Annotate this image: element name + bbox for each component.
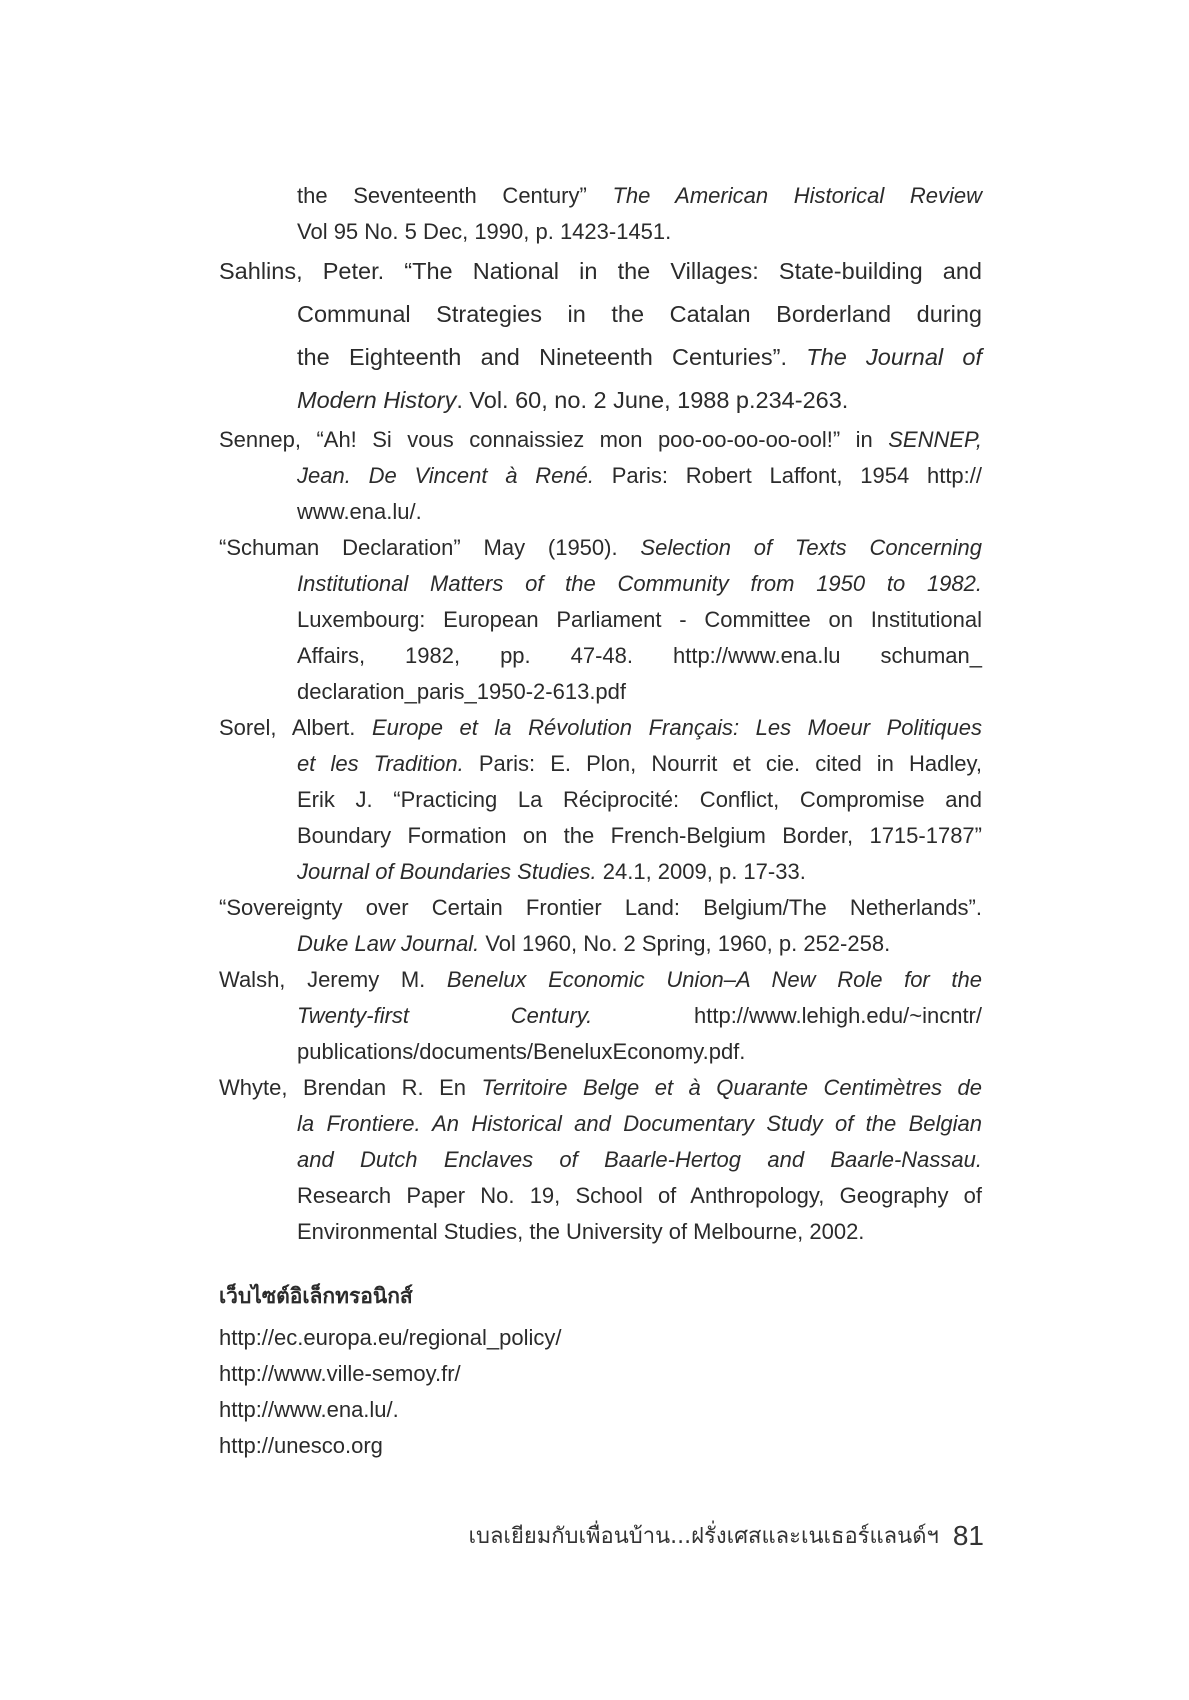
reference-line [219,494,982,530]
italic-title: la Frontiere. An Historical and Documentary Study of the Belgian [297,1111,982,1136]
reference-line [219,998,982,1034]
reference-line [219,746,982,782]
reference-text: Boundary Formation on the French-Belgium Border, 1715-1787” [297,823,982,848]
reference-text: “Sovereignty over Certain Frontier Land: Belgium/The Netherlands”. [219,895,982,920]
reference-line [219,422,982,458]
italic-title: Selection of Texts Concerning [640,535,983,560]
reference-line [219,178,982,214]
reference-line [219,1034,982,1070]
italic-title: The American Historical Review [612,183,982,208]
reference-entry [219,710,982,890]
italic-title: Duke Law Journal. [297,931,480,956]
italic-title: Europe et la Révolution Français: Les Moeur Politiques [371,715,982,740]
reference-line [219,962,982,998]
reference-entry [219,250,982,422]
reference-line [219,854,982,890]
reference-line [219,293,982,336]
page-footer [468,1518,984,1553]
reference-entry [219,178,982,250]
reference-text: Sahlins, Peter. “The National in the Villages: State-building and [219,258,982,284]
reference-line [219,638,982,674]
reference-line [219,1070,982,1106]
italic-title: Territoire Belge et à Quarante Centimètres de [481,1075,983,1100]
reference-line [219,674,982,710]
italic-title: and Dutch Enclaves of Baarle-Hertog and Baarle-Nassau. [297,1147,982,1172]
italic-title: Twenty-first Century. [297,1003,593,1028]
reference-text: Erik J. “Practicing La Réciprocité: Conflict, Compromise and [297,787,982,812]
reference-text: Affairs, 1982, pp. 47-48. http://www.ena.lu schuman_ [297,643,982,668]
reference-line [219,458,982,494]
reference-entry [219,890,982,962]
reference-text: Luxembourg: European Parliament - Committee on Institutional [297,607,982,632]
reference-line [219,1142,982,1178]
italic-title: Modern History [297,387,457,413]
reference-text: Paris: E. Plon, Nourrit et cie. cited in Hadley, [463,751,982,776]
reference-text: Vol 95 No. 5 Dec, 1990, p. 1423-1451. [297,219,672,244]
reference-text: publications/documents/BeneluxEconomy.pdf. [297,1039,746,1064]
italic-title: Journal of Boundaries Studies. [297,859,597,884]
reference-line [219,530,982,566]
reference-entry [219,1070,982,1250]
reference-text: the Eighteenth and Nineteenth Centuries”. [297,344,807,370]
reference-line [219,1214,982,1250]
reference-text: Communal Strategies in the Catalan Borderland during [297,301,982,327]
reference-text: Sennep, “Ah! Si vous connaissiez mon poo-oo-oo-oo-ool!” in [219,427,889,452]
reference-line [219,890,982,926]
reference-text: declaration_paris_1950-2-613.pdf [297,679,627,704]
reference-line [219,379,982,422]
italic-title: Jean. De Vincent à René. [297,463,594,488]
reference-text: Sorel, Albert. [219,715,372,740]
reference-text: Paris: Robert Laffont, 1954 http:// [593,463,982,488]
reference-text: Walsh, Jeremy M. [219,967,447,992]
italic-title: Benelux Economic Union–A New Role for the [446,967,982,992]
running-title: เบลเยียมกับเพื่อนบ้าน...ฝรั่งเศสและเนเธอร์แลนด์ฯ [468,1524,939,1549]
reference-text: . Vol. 60, no. 2 June, 1988 p.234-263. [456,387,849,413]
reference-line [219,710,982,746]
reference-line [219,1178,982,1214]
reference-line [219,336,982,379]
reference-text: the Seventeenth Century” [297,183,613,208]
reference-list [219,178,982,1250]
website-list [219,1320,561,1464]
reference-text: www.ena.lu/. [297,499,422,524]
reference-entry [219,962,982,1070]
page-number: 81 [952,1520,984,1551]
website-link[interactable]: http://www.ena.lu/. [219,1397,399,1422]
italic-title: Institutional Matters of the Community from 1950 to 1982. [297,571,982,596]
reference-entry [219,530,982,710]
reference-line [219,926,982,962]
reference-text: “Schuman Declaration” May (1950). [219,535,641,560]
reference-text: 24.1, 2009, p. 17-33. [596,859,806,884]
websites-heading: เว็บไซต์อิเล็กทรอนิกส์ [219,1284,413,1308]
reference-line [219,566,982,602]
website-link[interactable]: http://www.ville-semoy.fr/ [219,1361,461,1386]
italic-title: The Journal of [806,344,982,370]
reference-line [219,602,982,638]
reference-entry [219,422,982,530]
reference-line [219,782,982,818]
reference-text: http://www.lehigh.edu/~incntr/ [592,1003,982,1028]
reference-text: Research Paper No. 19, School of Anthropology, Geography of [297,1183,982,1208]
italic-title: et les Tradition. [297,751,464,776]
reference-line [219,818,982,854]
reference-text: Whyte, Brendan R. En [219,1075,482,1100]
website-link[interactable]: http://unesco.org [219,1433,383,1458]
reference-line [219,250,982,293]
italic-title: SENNEP, [888,427,982,452]
reference-text: Vol 1960, No. 2 Spring, 1960, p. 252-258. [479,931,891,956]
reference-text: Environmental Studies, the University of Melbourne, 2002. [297,1219,865,1244]
website-link[interactable]: http://ec.europa.eu/regional_policy/ [219,1325,562,1350]
reference-line [219,214,982,250]
reference-line [219,1106,982,1142]
